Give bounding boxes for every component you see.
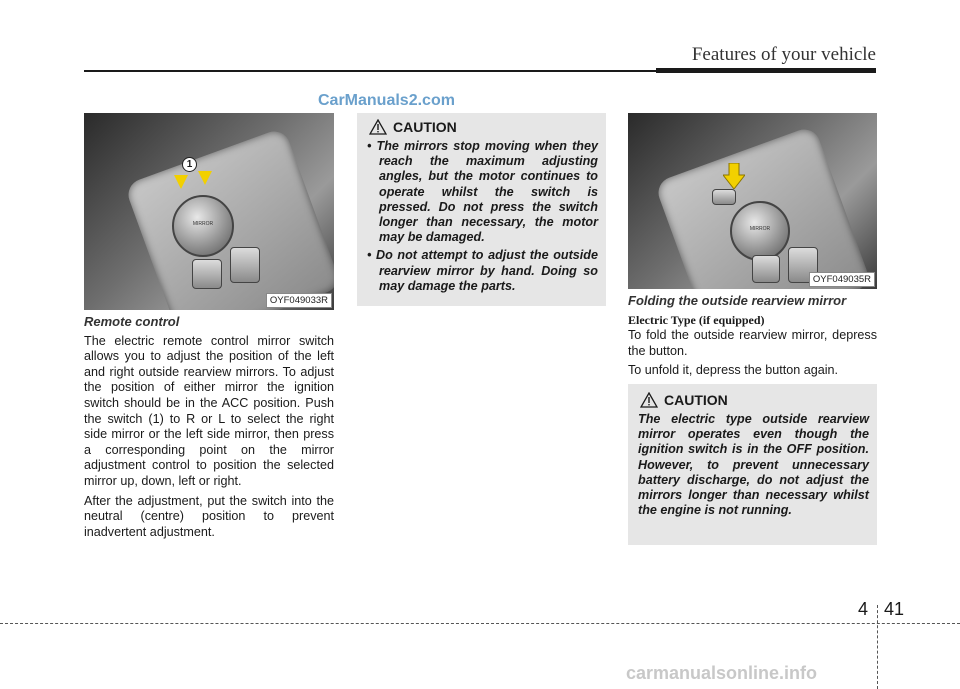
warning-triangle-icon — [640, 392, 658, 408]
knob-label: MIRROR — [749, 226, 771, 232]
figure-code: OYF049035R — [809, 272, 875, 287]
fold-button — [712, 189, 736, 205]
mirror-adjust-knob — [730, 201, 790, 261]
window-switch — [230, 247, 260, 283]
header-rule-accent — [656, 68, 876, 73]
mirror-fold-photo — [628, 113, 877, 289]
caution-title: CAUTION — [393, 119, 457, 135]
knob-label: MIRROR — [192, 221, 214, 227]
window-lock-switch — [752, 255, 780, 283]
section-heading: Remote control — [84, 314, 180, 329]
press-arrow-icon — [723, 163, 745, 189]
footer-rule — [0, 623, 960, 624]
right-arrow-indicator — [198, 171, 212, 185]
caution-header — [640, 392, 877, 408]
watermark-link[interactable]: CarManuals2.com — [318, 92, 455, 109]
section-heading: Folding the outside rearview mirror — [628, 293, 847, 308]
paragraph: The electric remote control mirror switch allows you to adjust the position of the left and right outside rearview mirrors. To adjust the position of either mirror the ignition switch should be in the ACC position. Push the switch (1) to R or L to select the right side mirror or the left side mirror, then press a corresponding point on the mirror adjustment control to position the selected mirror up, down, left or right. — [84, 333, 334, 488]
mirror-adjust-knob — [172, 195, 234, 257]
caution-box — [357, 113, 606, 306]
paragraph: To unfold it, depress the button again. — [628, 363, 839, 378]
folding-mirror-section — [628, 293, 877, 383]
remote-control-section — [84, 314, 334, 544]
section-subheading: Electric Type (if equipped) — [628, 312, 765, 327]
caution-item: • The mirrors stop moving when they reach the maximum adjusting angles, but the motor continues to operate whilst the switch is pressed. Do not press the switch longer than necessary, the motor may be damaged. — [367, 139, 598, 245]
footer-divider — [877, 605, 878, 689]
mirror-switch-photo — [84, 113, 334, 310]
paragraph: After the adjustment, put the switch into the neutral (centre) position to prevent inadvertent adjustment. — [84, 493, 334, 539]
caution-box — [628, 384, 877, 545]
page-header-title: Features of your vehicle — [691, 44, 876, 65]
caution-title: CAUTION — [664, 392, 728, 408]
chapter-number: 4 — [858, 599, 869, 619]
caution-item: • Do not attempt to adjust the outside rearview mirror by hand. Doing so may damage the parts. — [367, 248, 598, 294]
caution-body: The electric type outside rearview mirror operates even though the ignition switch is in the OFF position. However, to prevent unnecessary battery discharge, do not adjust the mirrors longer than necessary whilst the engine is not running. — [638, 412, 869, 518]
figure-code: OYF049033R — [266, 293, 332, 308]
left-arrow-indicator — [174, 175, 188, 189]
page-number: 41 — [884, 599, 905, 619]
warning-triangle-icon — [369, 119, 387, 135]
caution-body — [357, 139, 606, 294]
window-lock-switch — [192, 259, 222, 289]
callout-badge: 1 — [182, 157, 197, 172]
site-watermark: carmanualsonline.info — [626, 663, 818, 683]
paragraph: To fold the outside rearview mirror, depress the button. — [628, 328, 877, 358]
caution-header — [369, 119, 606, 135]
